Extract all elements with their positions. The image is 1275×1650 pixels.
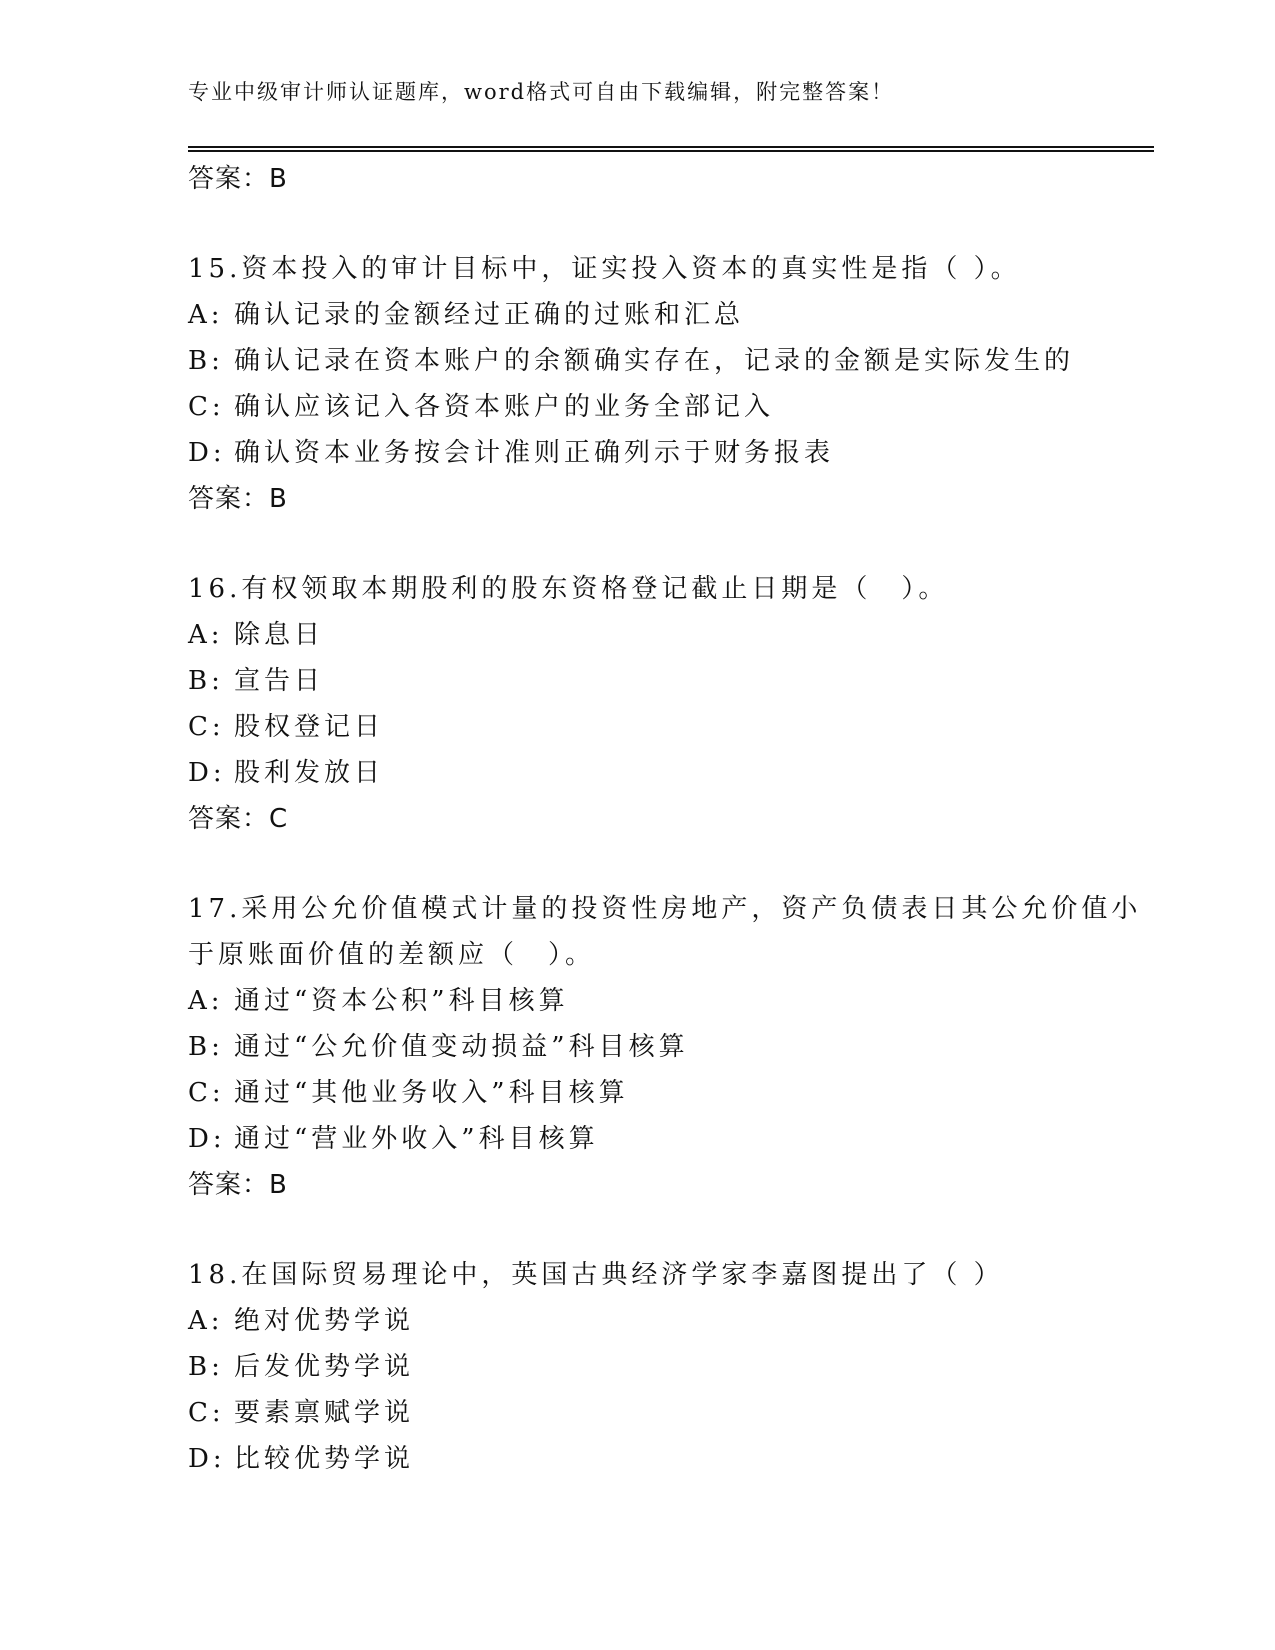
question-block [188,886,1154,1208]
option-key: A: [188,1306,224,1336]
option-key: B: [188,666,224,696]
question-block [188,566,1154,842]
question-number: 18. [188,1260,242,1290]
option-text: 要素禀赋学说 [234,1398,415,1428]
answer-prefix: 答案： [188,1170,270,1200]
option-key: C: [188,392,225,422]
option-text: 确认记录在资本账户的余额确实存在，记录的金额是实际发生的 [234,346,1075,376]
option-key: C: [188,1398,225,1428]
option-key: D: [188,1124,226,1154]
option-text: 确认资本业务按会计准则正确列示于财务报表 [234,438,835,468]
option-item [188,1390,1154,1436]
answer-line [188,156,1154,202]
question-text: 采用公允价值模式计量的投资性房地产，资产负债表日其公允价值小于原账面价值的差额应（ ）。 [188,894,1142,970]
answer-value: B [269,164,288,194]
option-text: 通过“资本公积”科目核算 [234,986,569,1016]
option-key: A: [188,300,224,330]
answer-line [188,796,1154,842]
page-header: 专业中级审计师认证题库，word格式可自由下载编辑，附完整答案！ [188,80,895,104]
option-item [188,1024,1154,1070]
answer-line [188,1162,1154,1208]
question-text: 资本投入的审计目标中，证实投入资本的真实性是指（ ）。 [241,254,1021,284]
option-text: 通过“公允价值变动损益”科目核算 [234,1032,689,1062]
answer-prefix: 答案： [188,484,270,514]
option-key: C: [188,1078,225,1108]
option-item [188,978,1154,1024]
option-key: D: [188,1444,226,1474]
question-stem [188,1252,1154,1298]
option-text: 股权登记日 [234,712,385,742]
answer-line [188,476,1154,522]
option-text: 确认应该记入各资本账户的业务全部记入 [234,392,775,422]
option-text: 后发优势学说 [234,1352,415,1382]
option-text: 通过“营业外收入”科目核算 [234,1124,599,1154]
question-block [188,1252,1154,1482]
question-stem [188,886,1154,978]
option-text: 绝对优势学说 [234,1306,415,1336]
option-text: 确认记录的金额经过正确的过账和汇总 [234,300,745,330]
option-item [188,1344,1154,1390]
question-list [188,156,1154,1482]
question-stem [188,246,1154,292]
question-text: 在国际贸易理论中，英国古典经济学家李嘉图提出了（ ） [241,1260,1004,1290]
header-rule-top [188,146,1154,148]
option-item [188,658,1154,704]
option-key: D: [188,758,226,788]
question-number: 15. [188,254,242,284]
option-item [188,292,1154,338]
option-item [188,704,1154,750]
option-item [188,1436,1154,1482]
option-text: 除息日 [234,620,325,650]
answer-value: B [269,484,288,514]
option-item [188,384,1154,430]
option-item [188,1116,1154,1162]
option-key: B: [188,1352,224,1382]
option-key: A: [188,986,224,1016]
option-text: 股利发放日 [234,758,385,788]
answer-prefix: 答案： [188,164,270,194]
option-key: B: [188,1032,224,1062]
option-item [188,612,1154,658]
questions-container [188,246,1154,1482]
answer-prefix: 答案： [188,804,270,834]
header-rule-bottom [188,150,1154,152]
option-key: C: [188,712,225,742]
answer-value: B [269,1170,288,1200]
question-number: 16. [188,574,242,604]
option-text: 比较优势学说 [234,1444,415,1474]
question-stem [188,566,1154,612]
question-text: 有权领取本期股利的股东资格登记截止日期是（ ）。 [241,574,949,604]
option-item [188,750,1154,796]
option-text: 宣告日 [234,666,325,696]
question-block [188,246,1154,522]
option-item [188,1298,1154,1344]
option-item [188,430,1154,476]
option-item [188,1070,1154,1116]
question-number: 17. [188,894,242,924]
option-key: D: [188,438,226,468]
option-key: B: [188,346,224,376]
answer-value: C [269,804,289,834]
option-text: 通过“其他业务收入”科目核算 [234,1078,629,1108]
option-key: A: [188,620,224,650]
option-item [188,338,1154,384]
